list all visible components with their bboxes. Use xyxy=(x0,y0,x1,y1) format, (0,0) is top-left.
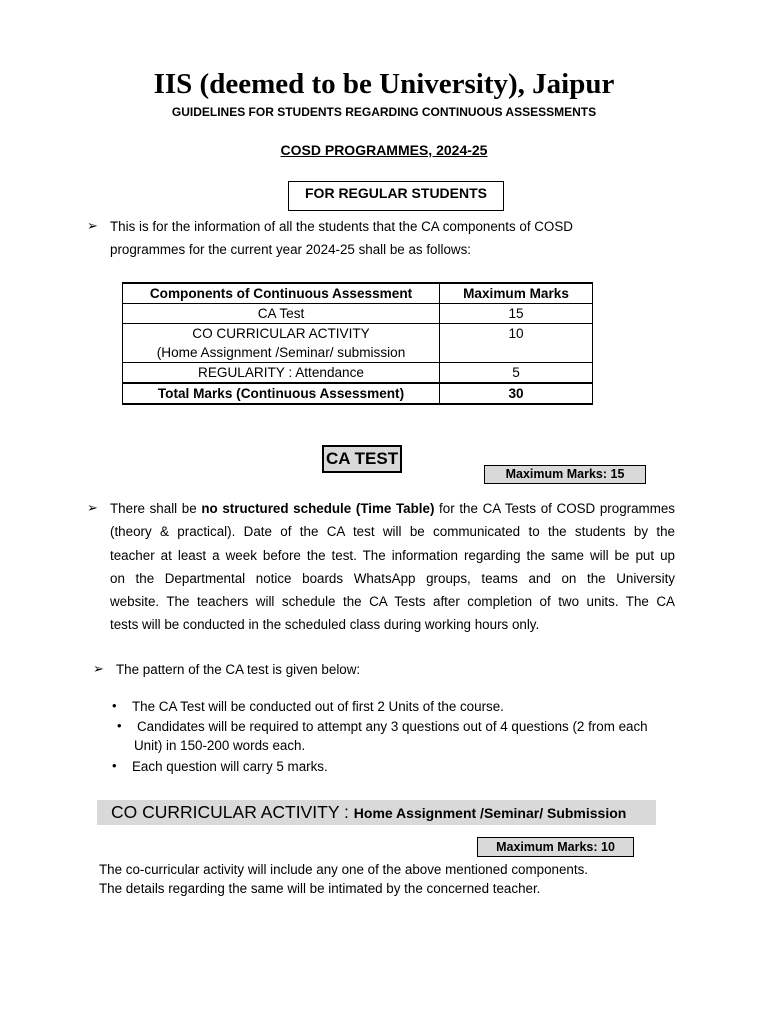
table-cell-component xyxy=(123,324,440,363)
ca-test-bold: no structured schedule (Time Table) xyxy=(201,501,435,516)
page-subtitle: GUIDELINES FOR STUDENTS REGARDING CONTINUOUS ASSESSMENTS xyxy=(171,105,597,119)
pattern-bullet-3: Each question will carry 5 marks. xyxy=(132,759,328,774)
ca-test-line: on the Departmental notice boards WhatsApp groups, teams and on the University xyxy=(110,570,675,586)
regular-students-box: FOR REGULAR STUDENTS xyxy=(288,181,504,211)
table-total-marks: 30 xyxy=(440,383,593,404)
table-header-components: Components of Continuous Assessment xyxy=(123,283,440,304)
table-cell-component-line1: CO CURRICULAR ACTIVITY xyxy=(192,326,370,341)
ca-test-line: tests will be conducted in the scheduled class during working hours only. xyxy=(110,617,540,633)
ca-test-paragraph xyxy=(110,497,675,637)
cca-paragraph xyxy=(99,860,588,898)
intro-line-1: This is for the information of all the students that the CA components of COSD xyxy=(110,219,573,234)
cca-max-marks: Maximum Marks: 10 xyxy=(477,837,634,857)
table-cell-marks: 10 xyxy=(440,324,593,363)
programme-heading xyxy=(0,142,768,158)
table-header-row xyxy=(123,283,593,304)
cca-line-2: The details regarding the same will be intimated by the concerned teacher. xyxy=(99,881,541,896)
arrow-bullet-icon: ➢ xyxy=(93,661,104,676)
table-header-marks: Maximum Marks xyxy=(440,283,593,304)
pattern-intro: The pattern of the CA test is given below: xyxy=(116,662,361,677)
table-row xyxy=(123,304,593,324)
pattern-bullet-2: Candidates will be required to attempt any 3 questions out of 4 questions (2 from each xyxy=(137,719,648,734)
pattern-bullet-1: The CA Test will be conducted out of first 2 Units of the course. xyxy=(132,699,504,714)
cca-heading-main: CO CURRICULAR ACTIVITY : xyxy=(111,802,354,822)
ca-test-line1-rest: for the CA Tests of COSD programmes xyxy=(434,501,676,516)
table-cell-component-line2: (Home Assignment /Seminar/ submission xyxy=(156,345,406,360)
ca-test-line: teacher at least a week before the test. The information regarding the same will be put up xyxy=(110,547,675,563)
bullet-dot-icon: • xyxy=(112,698,117,713)
table-row xyxy=(123,363,593,384)
pattern-bullet-2-cont: Unit) in 150-200 words each. xyxy=(134,738,306,753)
ca-test-heading: CA TEST xyxy=(322,445,402,473)
ca-test-line-1 xyxy=(110,497,675,520)
table-total-label: Total Marks (Continuous Assessment) xyxy=(123,383,440,404)
programme-label: COSD PROGRAMMES, 2024-25 xyxy=(280,142,488,158)
ca-test-line: (theory & practical). Date of the CA test will be communicated to the students by the xyxy=(110,524,675,540)
table-row xyxy=(123,324,593,363)
cca-heading-sub: Home Assignment /Seminar/ Submission xyxy=(353,805,627,821)
intro-paragraph xyxy=(110,215,670,262)
table-cell-marks: 5 xyxy=(440,363,593,384)
table-cell-component: CA Test xyxy=(123,304,440,324)
table-cell-marks: 15 xyxy=(440,304,593,324)
ca-test-line: website. The teachers will schedule the CA Tests after completion of two units. The CA xyxy=(110,594,675,610)
intro-line-2: programmes for the current year 2024-25 shall be as follows: xyxy=(110,242,471,258)
page-title: IIS (deemed to be University), Jaipur xyxy=(153,68,615,100)
cca-heading xyxy=(111,802,626,823)
arrow-bullet-icon: ➢ xyxy=(87,218,98,233)
bullet-dot-icon: • xyxy=(117,718,122,733)
ca-test-max-marks: Maximum Marks: 15 xyxy=(484,465,646,484)
bullet-dot-icon: • xyxy=(112,758,117,773)
table-total-row xyxy=(123,383,593,404)
table-cell-component: REGULARITY : Attendance xyxy=(123,363,440,384)
ca-test-lead: There shall be xyxy=(110,501,202,516)
cca-line-1: The co-curricular activity will include any one of the above mentioned components. xyxy=(99,862,589,877)
ca-components-table xyxy=(122,282,593,405)
arrow-bullet-icon: ➢ xyxy=(87,500,98,515)
